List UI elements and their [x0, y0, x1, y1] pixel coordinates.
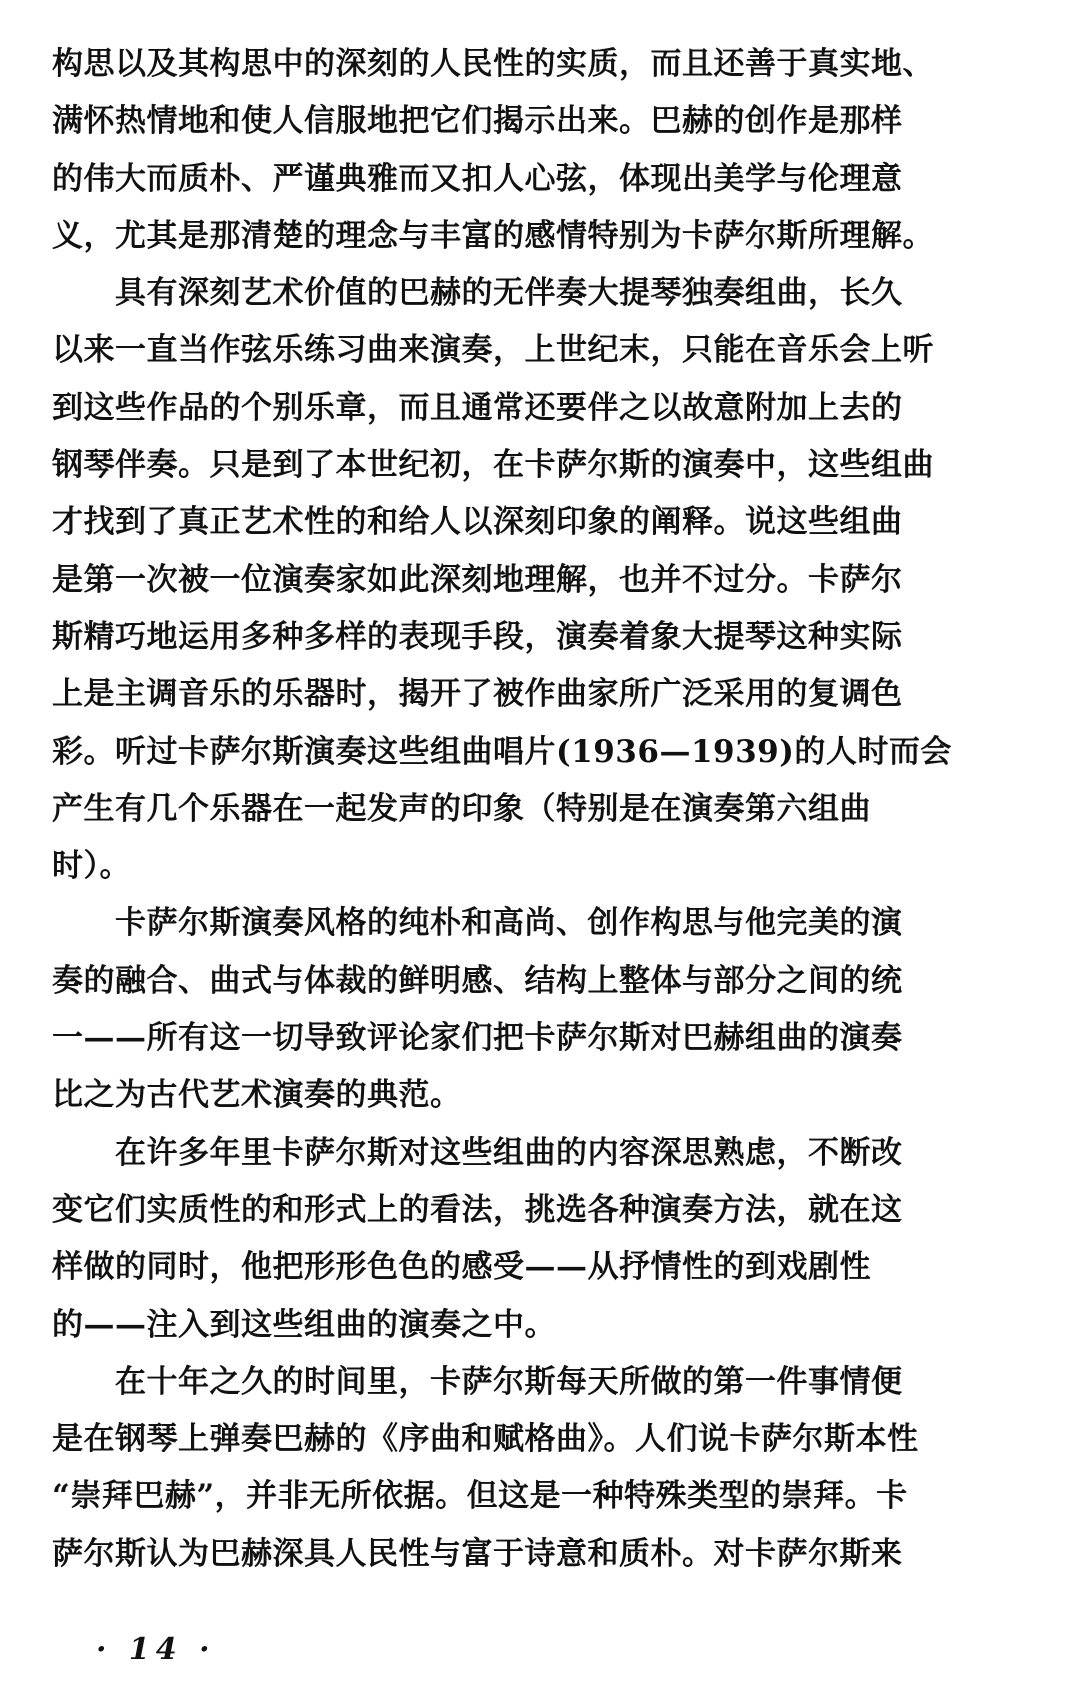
text-line: 时）。 — [52, 848, 131, 885]
text-line: 义，尤其是那清楚的理念与丰富的感情特别为卡萨尔斯所理解。 — [52, 217, 934, 254]
text-line: 奏的融合、曲式与体裁的鲜明感、结构上整体与部分之间的统 — [52, 962, 903, 999]
text-line: 斯精巧地运用多种多样的表现手段，演奏着象大提琴这种实际 — [52, 618, 903, 655]
text-line: 构思以及其构思中的深刻的人民性的实质，而且还善于真实地、 — [52, 46, 934, 82]
text-line: 的伟大而质朴、严谨典雅而又扣人心弦，体现出美学与伦理意 — [52, 160, 903, 197]
text-line: 是在钢琴上弹奏巴赫的《序曲和赋格曲》。人们说卡萨尔斯本性 — [52, 1421, 919, 1458]
text-line: “崇拜巴赫”，并非无所依据。但这是一种特殊类型的崇拜。卡 — [52, 1478, 908, 1515]
text-line: 比之为古代艺术演奏的典范。 — [52, 1077, 462, 1114]
page-number: · 14 · — [96, 1632, 216, 1667]
text-line: 才找到了真正艺术性的和给人以深刻印象的阐释。说这些组曲 — [52, 504, 903, 541]
text-line: 样做的同时，他把形形色色的感受——从抒情性的到戏剧性 — [52, 1249, 871, 1286]
text-line: 彩。听过卡萨尔斯演奏这些组曲唱片(1936—1939)的人时而会 — [52, 733, 952, 770]
text-line: 是第一次被一位演奏家如此深刻地理解，也并不过分。卡萨尔 — [52, 561, 903, 598]
text-line: 具有深刻艺术价值的巴赫的无伴奏大提琴独奏组曲，长久 — [52, 275, 903, 312]
text-line: 变它们实质性的和形式上的看法，挑选各种演奏方法，就在这 — [52, 1191, 903, 1228]
text-line: 在十年之久的时间里，卡萨尔斯每天所做的第一件事情便 — [52, 1363, 903, 1400]
text-line: 钢琴伴奏。只是到了本世纪初，在卡萨尔斯的演奏中，这些组曲 — [52, 447, 934, 484]
text-line: 满怀热情地和使人信服地把它们揭示出来。巴赫的创作是那样 — [52, 103, 903, 140]
text-line: 到这些作品的个别乐章，而且通常还要伴之以故意附加上去的 — [52, 389, 903, 426]
text-line: 萨尔斯认为巴赫深具人民性与富于诗意和质朴。对卡萨尔斯来 — [52, 1535, 903, 1572]
text-line: 一——所有这一切导致评论家们把卡萨尔斯对巴赫组曲的演奏 — [52, 1020, 903, 1057]
text-line: 产生有几个乐器在一起发声的印象（特别是在演奏第六组曲 — [52, 790, 871, 827]
text-line: 的——注入到这些组曲的演奏之中。 — [52, 1306, 556, 1343]
body-text — [52, 36, 1037, 1583]
text-line: 卡萨尔斯演奏风格的纯朴和高尚、创作构思与他完美的演 — [52, 905, 903, 942]
text-line: 在许多年里卡萨尔斯对这些组曲的内容深思熟虑，不断改 — [52, 1134, 903, 1171]
text-line: 上是主调音乐的乐器时，揭开了被作曲家所广泛采用的复调色 — [52, 676, 903, 713]
text-line: 以来一直当作弦乐练习曲来演奏，上世纪末，只能在音乐会上听 — [52, 332, 934, 369]
